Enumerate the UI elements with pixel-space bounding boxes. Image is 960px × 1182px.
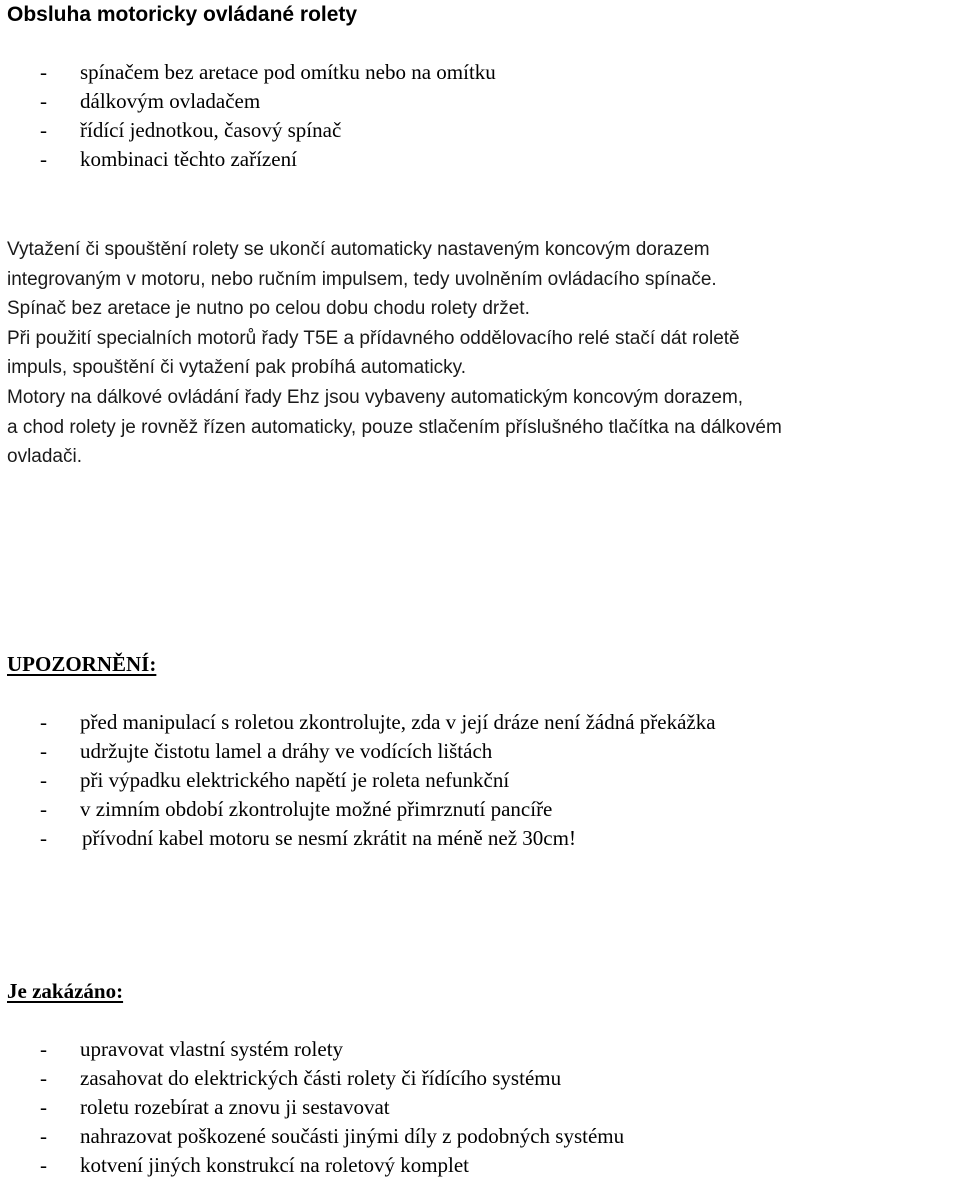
forbidden-list [0, 1035, 624, 1180]
list-item: - kombinaci těchto zařízení [0, 145, 496, 174]
list-dash: - [40, 739, 47, 763]
control-methods-list [0, 58, 496, 174]
paragraph-line: Motory na dálkové ovládání řady Ehz jsou vybaveny automatickým koncovým dorazem, [7, 386, 744, 408]
list-dash: - [40, 1124, 47, 1148]
warning-heading: UPOZORNĚNÍ: [7, 652, 157, 676]
list-item: - při výpadku elektrického napětí je roleta nefunkční [0, 766, 716, 795]
description-paragraph [7, 235, 959, 472]
list-item: - zasahovat do elektrických části rolety či řídícího systému [0, 1064, 624, 1093]
list-dash: - [40, 1037, 47, 1061]
list-item: - nahrazovat poškozené součásti jinými díly z podobných systému [0, 1122, 624, 1151]
list-item: - kotvení jiných konstrukcí na roletový komplet [0, 1151, 624, 1180]
list-dash: - [40, 710, 47, 734]
list-dash: - [40, 1095, 47, 1119]
list-item: - upravovat vlastní systém rolety [0, 1035, 624, 1064]
list-item: - před manipulací s roletou zkontrolujte, zda v její dráze není žádná překážka [0, 708, 716, 737]
paragraph-line: Vytažení či spouštění rolety se ukončí automaticky nastaveným koncovým dorazem [7, 239, 710, 260]
list-item: - udržujte čistotu lamel a dráhy ve vodících lištách [0, 737, 716, 766]
paragraph-line: Spínač bez aretace je nutno po celou dobu chodu rolety držet. [7, 298, 530, 320]
list-item: - řídící jednotkou, časový spínač [0, 116, 496, 145]
list-item: - dálkovým ovladačem [0, 87, 496, 116]
list-item: - v zimním období zkontrolujte možné přimrznutí pancíře [0, 795, 716, 824]
list-item: - spínačem bez aretace pod omítku nebo na omítku [0, 58, 496, 87]
list-item: - roletu rozebírat a znovu ji sestavovat [0, 1093, 624, 1122]
paragraph-line: ovladači. [7, 446, 82, 468]
paragraph-line: integrovaným v motoru, nebo ručním impulsem, tedy uvolněním ovládacího spínače. [7, 268, 717, 290]
list-dash: - [40, 1066, 47, 1090]
list-dash: - [40, 768, 47, 792]
list-dash: - [40, 118, 47, 142]
paragraph-line: impuls, spouštění či vytažení pak probíhá automaticky. [7, 357, 467, 379]
list-dash: - [40, 147, 47, 171]
list-dash: - [40, 797, 47, 821]
list-dash: - [40, 1153, 47, 1177]
paragraph-line: Při použití specialních motorů řady T5E a přídavného oddělovacího relé stačí dát roletě [7, 327, 740, 349]
warning-list [0, 708, 716, 853]
list-dash: - [40, 60, 47, 84]
paragraph-line: a chod rolety je rovněž řízen automaticky, pouze stlačením příslušného tlačítka na dálkovém [7, 416, 782, 438]
list-item: - přívodní kabel motoru se nesmí zkrátit na méně než 30cm! [0, 824, 716, 853]
list-dash: - [40, 89, 47, 113]
document-title: Obsluha motoricky ovládané rolety [7, 3, 358, 26]
list-dash: - [40, 826, 47, 850]
forbidden-heading: Je zakázáno: [7, 979, 124, 1003]
